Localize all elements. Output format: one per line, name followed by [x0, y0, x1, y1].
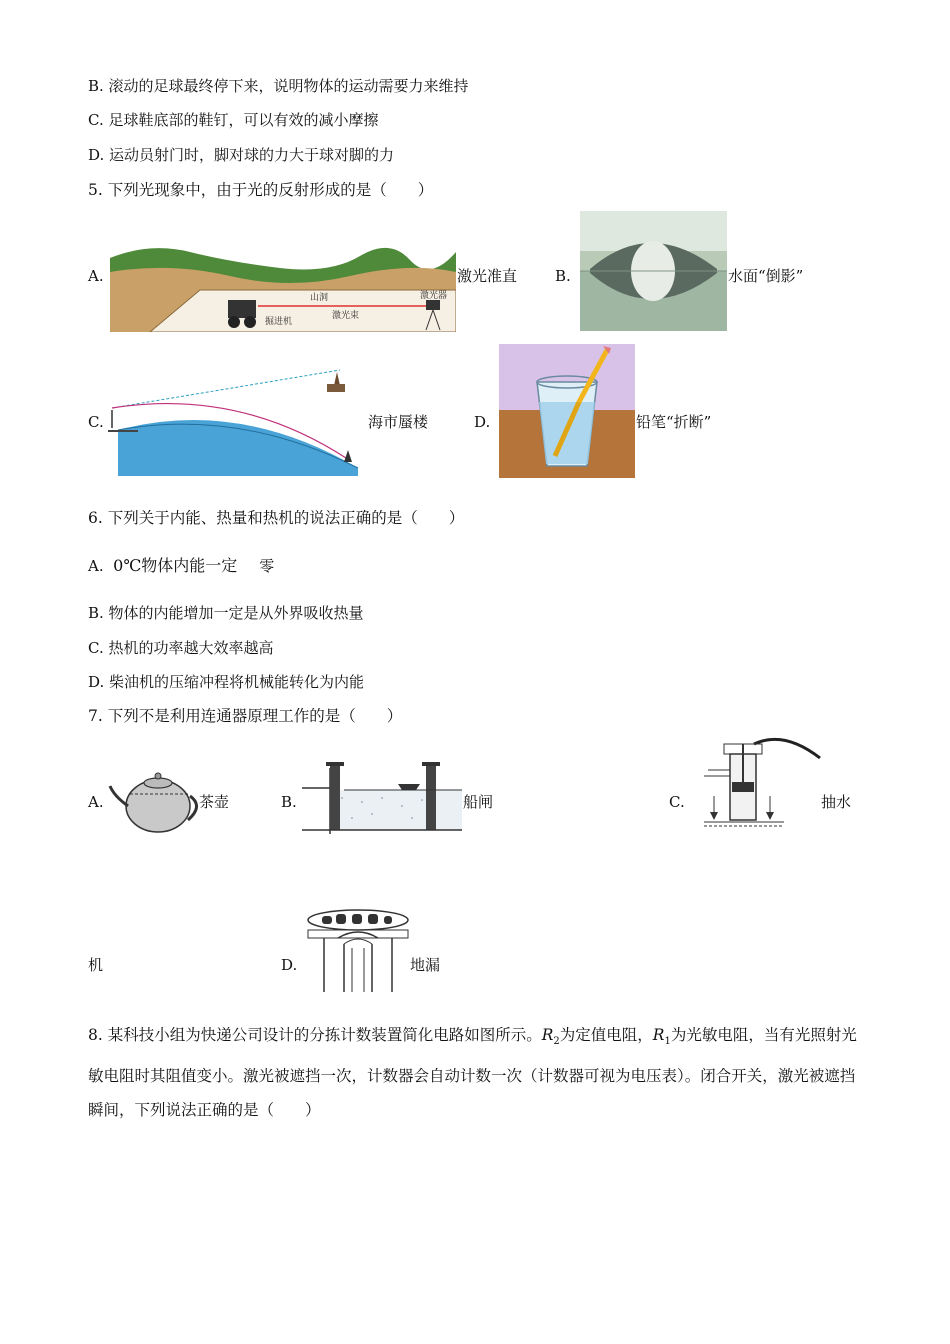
cave-label: 山洞 [310, 293, 329, 303]
laser-tunnel-figure [110, 242, 456, 332]
q5-option-a-letter: A. [88, 267, 104, 285]
floor-drain-figure [304, 908, 412, 996]
q6-option-a-text: 0℃物体内能一定 [113, 556, 238, 575]
q7-option-c-caption-1: 抽水 [821, 793, 852, 811]
q6-option-a-tail: 零 [259, 557, 275, 575]
q4-option-c: C. 足球鞋底部的鞋钉，可以有效的减小摩擦 [88, 111, 379, 129]
machine-label: 掘进机 [265, 317, 293, 327]
q4-option-b: B. 滚动的足球最终停下来，说明物体的运动需要力来维持 [88, 77, 469, 95]
q6-stem: 6. 下列关于内能、热量和热机的说法正确的是（ ） [88, 509, 465, 527]
q6-option-a [88, 556, 274, 576]
q5-stem: 5. 下列光现象中，由于光的反射形成的是（ ） [88, 181, 434, 199]
q7-option-d-caption: 地漏 [410, 956, 441, 974]
bridge-reflection-figure [580, 211, 727, 331]
q7-option-a-letter: A. [88, 793, 104, 811]
r1-subscript: 1 [664, 1036, 671, 1048]
q8-text-2: 为定值电阻， [559, 1026, 653, 1044]
r2-symbol: R [541, 1026, 554, 1044]
q6-option-b: B. 物体的内能增加一定是从外界吸收热量 [88, 604, 364, 622]
q5-option-d-caption: 铅笔“折断” [636, 413, 712, 431]
q6-option-a-letter: A. [88, 557, 104, 575]
beam-label: 激光束 [332, 311, 360, 321]
q5-option-c-caption: 海市蜃楼 [368, 413, 429, 431]
q7-option-a-caption: 茶壶 [199, 793, 230, 811]
q8-text-3: 为光敏电阻，当有光照射光敏电阻时其阻值变小。激光被遮挡一次，计数器会自动计数一次（计数器可视为电压表）。闭合开关，激光被遮挡瞬间，下列说法正确的是（ ） [88, 1026, 857, 1120]
q7-option-b-caption: 船闸 [463, 793, 494, 811]
laser-label: 激光器 [420, 291, 448, 301]
r1-symbol: R [652, 1026, 665, 1044]
q5-option-a-caption: 激光准直 [457, 267, 518, 285]
teapot-figure [108, 766, 198, 836]
q8-stem [88, 1018, 863, 1127]
q7-stem: 7. 下列不是利用连通器原理工作的是（ ） [88, 707, 403, 725]
r2-subscript: 2 [553, 1036, 560, 1048]
q5-option-d-letter: D. [474, 413, 491, 431]
q7-option-d-letter: D. [281, 956, 298, 974]
q7-option-c-caption-2: 机 [88, 956, 104, 974]
q7-option-c-letter: C. [669, 793, 685, 811]
q7-option-b-letter: B. [281, 793, 297, 811]
water-pump-figure [694, 730, 824, 830]
q8-text-1: 8. 某科技小组为快递公司设计的分拣计数装置简化电路如图所示。 [88, 1026, 542, 1044]
q5-option-c-letter: C. [88, 413, 104, 431]
pencil-in-water-figure [499, 344, 635, 478]
q6-option-d: D. 柴油机的压缩冲程将机械能转化为内能 [88, 673, 365, 691]
mirage-figure [108, 358, 360, 476]
q5-option-b-letter: B. [555, 267, 571, 285]
q5-option-b-caption: 水面“倒影” [728, 267, 804, 285]
ship-lock-figure [302, 758, 462, 834]
q4-option-d: D. 运动员射门时，脚对球的力大于球对脚的力 [88, 146, 395, 164]
q6-option-c: C. 热机的功率越大效率越高 [88, 639, 274, 657]
